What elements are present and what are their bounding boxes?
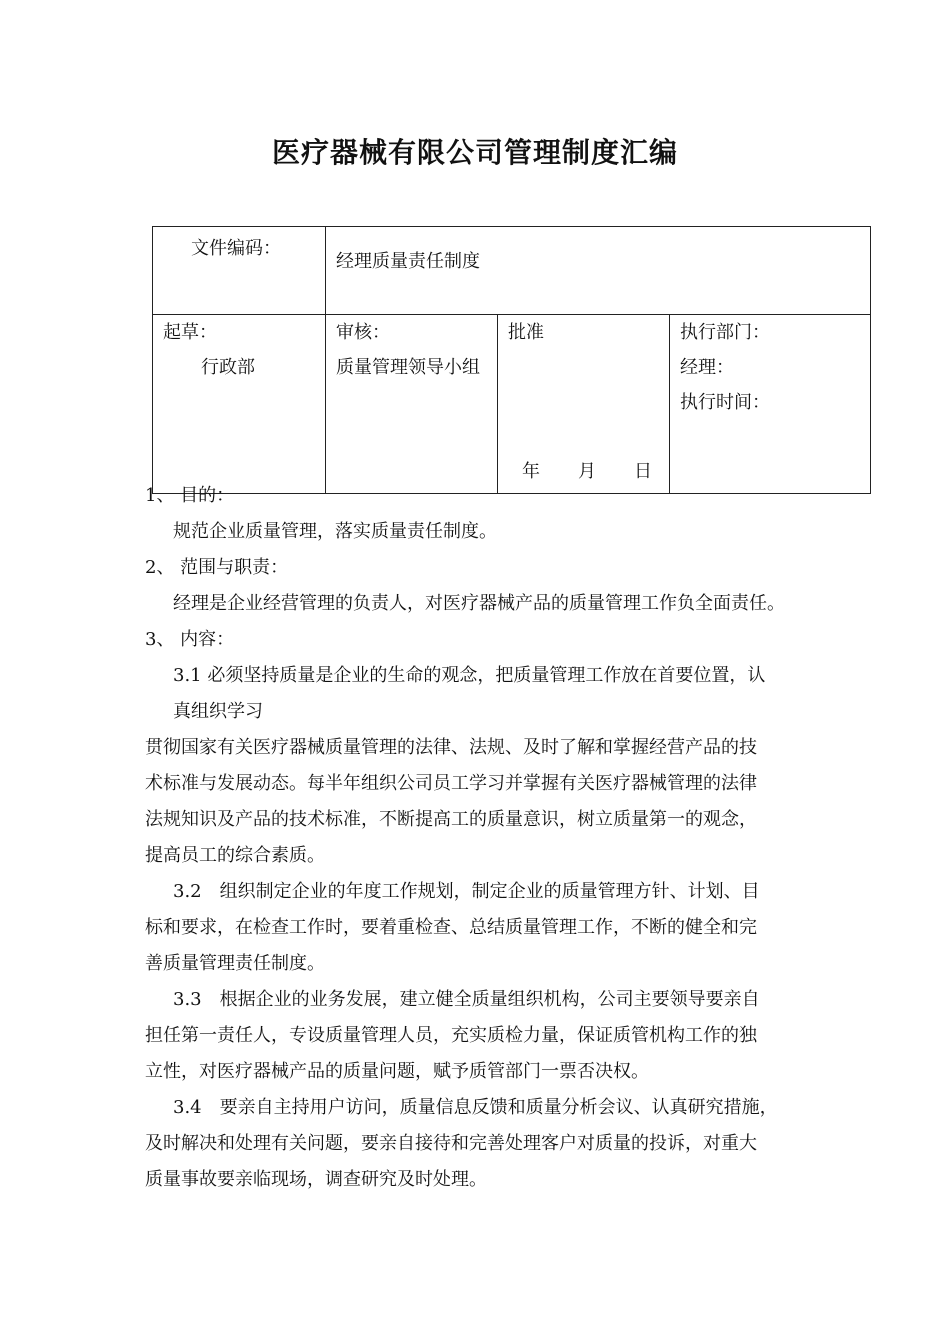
clause-3-2-line: 善质量管理责任制度。 xyxy=(145,953,325,974)
file-code-label-cell xyxy=(153,227,326,315)
section-1-heading: 1、 目的： xyxy=(145,485,235,506)
review-label: 审核： xyxy=(336,322,390,343)
document-info-table xyxy=(152,226,871,494)
section-3-heading: 3、 内容： xyxy=(145,629,235,650)
date-month: 月 xyxy=(578,461,596,482)
draft-cell xyxy=(153,315,326,494)
file-code-label: 文件编码： xyxy=(191,238,281,259)
clause-3-2-line: 标和要求，在检查工作时，要着重检查、总结质量管理工作，不断的健全和完 xyxy=(145,917,757,938)
clause-3-1-cont-line: 术标准与发展动态。每半年组织公司员工学习并掌握有关医疗器械管理的法律 xyxy=(145,773,757,794)
date-day: 日 xyxy=(634,461,652,482)
clause-3-1-cont-line: 贯彻国家有关医疗器械质量管理的法律、法规、及时了解和掌握经营产品的技 xyxy=(145,737,757,758)
clause-3-3-line: 立性，对医疗器械产品的质量问题，赋予质管部门一票否决权。 xyxy=(145,1061,649,1082)
table-row xyxy=(153,227,871,315)
draft-department: 行政部 xyxy=(201,357,255,378)
section-1-text: 规范企业质量管理，落实质量责任制度。 xyxy=(173,521,497,542)
clause-3-3-line: 3.3 根据企业的业务发展，建立健全质量组织机构，公司主要领导要亲自 xyxy=(173,989,760,1010)
clause-3-1-line: 真组织学习 xyxy=(173,701,263,722)
clause-3-4-line: 及时解决和处理有关问题，要亲自接待和完善处理客户对质量的投诉，对重大 xyxy=(145,1133,757,1154)
clause-3-4-line: 质量事故要亲临现场，调查研究及时处理。 xyxy=(145,1169,487,1190)
exec-time-label: 执行时间： xyxy=(680,392,770,413)
document-title: 医疗器械有限公司管理制度汇编 xyxy=(271,136,678,169)
review-cell xyxy=(326,315,498,494)
file-code-value: 经理质量责任制度 xyxy=(336,251,480,272)
file-code-value-cell xyxy=(326,227,871,315)
clause-3-1-cont-line: 提高员工的综合素质。 xyxy=(145,845,325,866)
table-row xyxy=(153,315,871,494)
section-2-text: 经理是企业经营管理的负责人，对医疗器械产品的质量管理工作负全面责任。 xyxy=(173,593,785,614)
clause-3-2-line: 3.2 组织制定企业的年度工作规划，制定企业的质量管理方针、计划、目 xyxy=(173,881,760,902)
manager-label: 经理： xyxy=(680,357,734,378)
approve-cell xyxy=(498,315,670,494)
clause-3-1-cont-line: 法规知识及产品的技术标准，不断提高工的质量意识，树立质量第一的观念， xyxy=(145,809,757,830)
document-body xyxy=(145,478,825,1198)
clause-3-3-line: 担任第一责任人，专设质量管理人员，充实质检力量，保证质管机构工作的独 xyxy=(145,1025,757,1046)
approve-label: 批准 xyxy=(508,322,544,343)
review-value: 质量管理领导小组 xyxy=(336,357,480,378)
clause-3-4-line: 3.4 要亲自主持用户访问，质量信息反馈和质量分析会议、认真研究措施， xyxy=(173,1097,778,1118)
draft-label: 起草： xyxy=(163,322,217,343)
section-2-heading: 2、 范围与职责： xyxy=(145,557,289,578)
exec-dept-label: 执行部门： xyxy=(680,322,770,343)
date-year: 年 xyxy=(522,461,540,482)
clause-3-1-line: 3.1 必须坚持质量是企业的生命的观念，把质量管理工作放在首要位置，认 xyxy=(173,665,766,686)
execution-cell xyxy=(670,315,871,494)
